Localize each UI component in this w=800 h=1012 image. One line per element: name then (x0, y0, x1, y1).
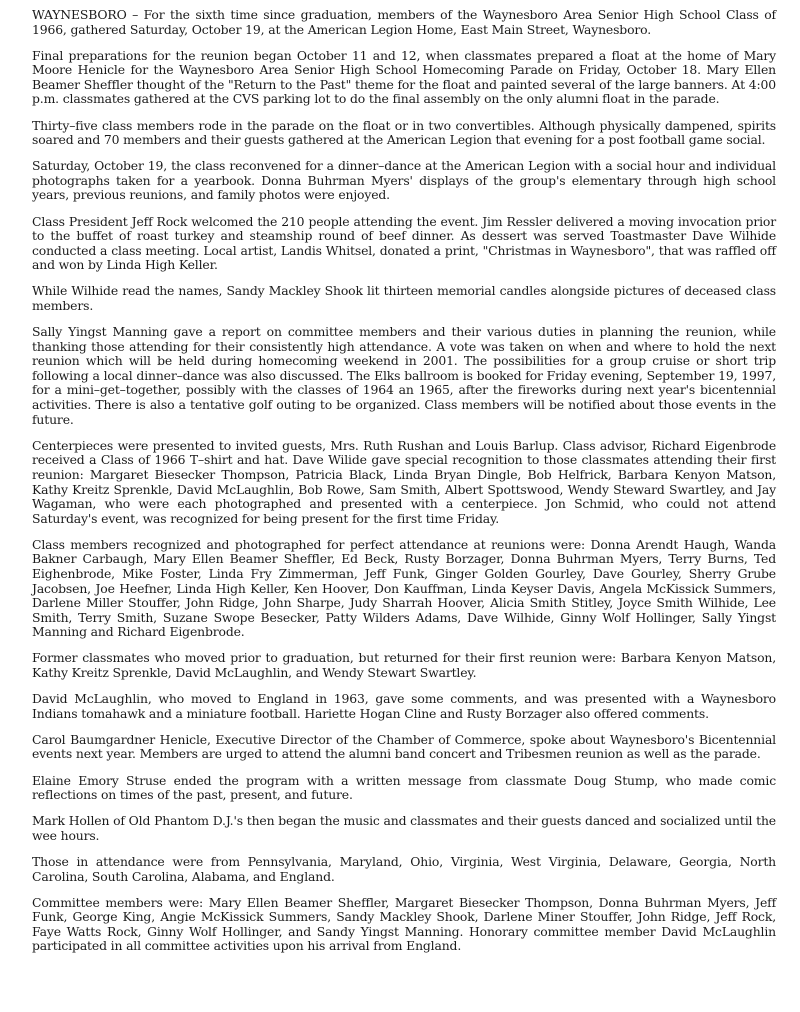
paragraph-centerpieces: Centerpieces were presented to invited guests, Mrs. Ruth Rushan and Louis Barlup. Class advisor, Richard Eigenbrode received a Class of 1966 T–shirt and hat. Dave Wilide gave special recognition to those classmates attending their first reunion: Margaret Biesecker Thompson, Patricia Black, Linda Bryan Dingle, Bob Helfrick, Barbara Kenyon Matson, Kathy Kreitz Sprenkle, David McLaughlin, Bob Rowe, Sam Smith, Albert Spottswood, Wendy Steward Swartley, and Jay Wagaman, who were each photographed and presented with a centerpiece. Jon Schmid, who could not attend Saturday's event, was recognized for being present for the first time Friday. (32, 437, 776, 526)
paragraph-preparations: Final preparations for the reunion began October 11 and 12, when classmates prepared a float at the home of Mary Moore Henicle for the Waynesboro Area Senior High School Homecoming Parade on Friday, October 18. Mary Ellen Beamer Sheffler thought of the "Return to the Past" theme for the float and painted several of the large banners. At 4:00 p.m. classmates gathered at the CVS parking lot to do the final assembly on the only alumni float in the parade. (32, 47, 776, 107)
paragraph-committee-report: Sally Yingst Manning gave a report on committee members and their various duties in planning the reunion, while thanking those attending for their consistently high attendance. A vote was taken on when and where to hold the next reunion which will be held during homecoming weekend in 2001. The possibilities for a group cruise or short trip following a local dinner–dance was also discussed. The Elks ballroom is booked for Friday evening, September 19, 1997, for a mini–get–together, possibly with the classes of 1964 an 1965, after the fireworks during next year's bicentennial activities. There is also a tentative golf outing to be organized. Class members will be notified about those events in the future. (32, 324, 776, 427)
paragraph-closing-message: Elaine Emory Struse ended the program with a written message from classmate Doug Stump, who made comic reflections on times of the past, present, and future. (32, 772, 776, 803)
paragraph-memorial: While Wilhide read the names, Sandy Mackley Shook lit thirteen memorial candles alongside pictures of deceased class members. (32, 283, 776, 313)
paragraph-welcome: Class President Jeff Rock welcomed the 210 people attending the event. Jim Ressler delivered a moving invocation prior to the buffet of roast turkey and steamship round of beef dinner. As dessert was served Toastmaster Dave Wilhide conducted a class meeting. Local artist, Landis Whitsel, donated a print, "Christmas in Waynesboro", that was raffled off and won by Linda High Keller. (32, 213, 776, 273)
paragraph-music: Mark Hollen of Old Phantom D.J.'s then began the music and classmates and their guests danced and socialized until the wee hours. (32, 813, 776, 843)
paragraph-parade: Thirty–five class members rode in the parade on the float or in two convertibles. Although physically dampened, spirits soared and 70 members and their guests gathered at the American Legion that evening for a post football game social. (32, 117, 776, 148)
paragraph-chamber: Carol Baumgardner Henicle, Executive Director of the Chamber of Commerce, spoke about Waynesboro's Bicentennial events next year. Members are urged to attend the alumni band concert and Tribesmen reunion as well as the parade. (32, 731, 776, 762)
paragraph-committee-members: Committee members were: Mary Ellen Beamer Sheffler, Margaret Biesecker Thompson, Donna Buhrman Myers, Jeff Funk, George King, Angie McKissick Summers, Sandy Mackley Shook, Darlene Miner Stouffer, John Ridge, Jeff Rock, Faye Watts Rock, Ginny Wolf Hollinger, and Sandy Yingst Manning. Honorary committee member David McLaughlin participated in all committee activities upon his arrival from England. (32, 894, 776, 954)
paragraph-former-classmates: Former classmates who moved prior to graduation, but returned for their first reunion were: Barbara Kenyon Matson, Kathy Kreitz Sprenkle, David McLaughlin, and Wendy Stewart Swartley. (32, 650, 776, 681)
paragraph-mclaughlin: David McLaughlin, who moved to England in 1963, gave some comments, and was presented with a Waynesboro Indians tomahawk and a miniature football. Hariette Hogan Cline and Rusty Borzager also offered comments. (32, 691, 776, 721)
document-page (32, 8, 776, 965)
paragraph-dinner-dance: Saturday, October 19, the class reconvened for a dinner–dance at the American Legion with a social hour and individual photographs taken for a yearbook. Donna Buhrman Myers' displays of the group's elementary through high school years, previous reunions, and family photos were enjoyed. (32, 158, 776, 203)
paragraph-perfect-attendance: Class members recognized and photographed for perfect attendance at reunions were: Donna Arendt Haugh, Wanda Bakner Carbaugh, Mary Ellen Beamer Sheffler, Ed Beck, Rusty Borzager, Donna Buhrman Myers, Terry Burns, Ted Eighenbrode, Mike Foster, Linda Fry Zimmerman, Jeff Funk, Ginger Golden Gourley, Dave Gourley, Sherry Grube Jacobsen, Joe Heefner, Linda High Keller, Ken Hoover, Don Kauffman, Linda Keyser Davis, Angela McKissick Summers, Darlene Miller Stouffer, John Ridge, John Sharpe, Judy Sharrah Hoover, Alicia Smith Stitley, Joyce Smith Wilhide, Lee Smith, Terry Smith, Suzane Swope Besecker, Patty Wilders Adams, Dave Wilhide, Ginny Wolf Hollinger, Sally Yingst Manning and Richard Eigenbrode. (32, 536, 776, 640)
paragraph-intro: WAYNESBORO – For the sixth time since graduation, members of the Waynesboro Area Senior High School Class of 1966, gathered Saturday, October 19, at the American Legion Home, East Main Street, Waynesboro. (32, 7, 776, 37)
paragraph-attendance-states: Those in attendance were from Pennsylvania, Maryland, Ohio, Virginia, West Virginia, Delaware, Georgia, North Carolina, South Carolina, Alabama, and England. (32, 853, 776, 884)
